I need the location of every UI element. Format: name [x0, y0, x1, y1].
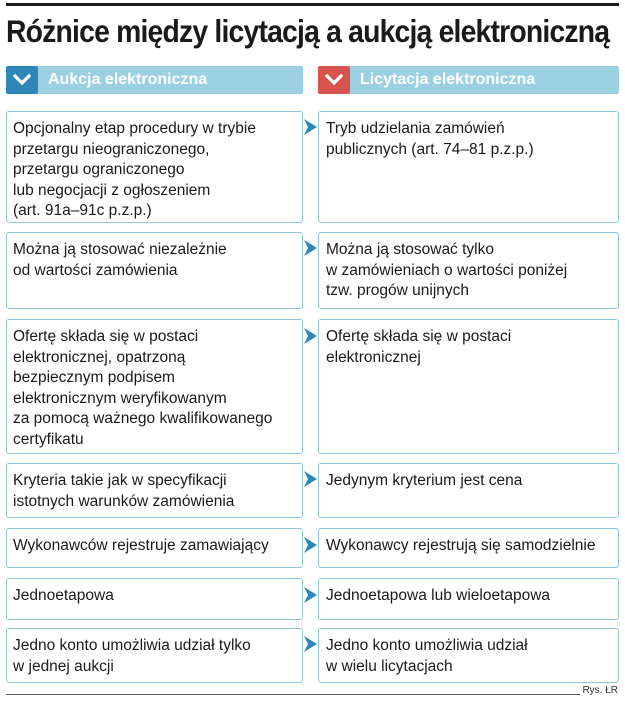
column-header-licytacja	[318, 66, 619, 94]
left-cell-row-5: Wykonawców rejestruje zamawiający	[6, 528, 303, 568]
column-header-label: Aukcja elektroniczna	[48, 71, 208, 88]
right-cell-row-7: Jedno konto umożliwia udział w wielu licytacjach	[318, 628, 619, 683]
top-rule	[6, 3, 619, 6]
left-chevron-badge	[6, 66, 38, 94]
left-cell-row-4: Kryteria takie jak w specyfikacji istotnych warunków zamówienia	[6, 463, 303, 518]
right-cell-row-1: Tryb udzielania zamówień publicznych (art. 74–81 p.z.p.)	[318, 111, 619, 223]
credit: Rys. ŁR	[582, 685, 618, 696]
left-cell-row-3: Ofertę składa się w postaci elektronicznej, opatrzoną bezpiecznym podpisem elektronicznym weryfikowanym za pomocą ważnego kwalifikowanego certyfikatu	[6, 319, 303, 454]
left-cell-row-1: Opcjonalny etap procedury w trybie przetargu nieograniczonego, przetargu ograniczonego lub negocjacji z ogłoszeniem (art. 91a–91c p.z.p.)	[6, 111, 303, 223]
bottom-rule	[6, 694, 580, 695]
chevron-down-icon	[325, 74, 343, 86]
page-title: Różnice między licytacją a aukcją elektroniczną	[6, 13, 610, 49]
column-header-aukcja	[6, 66, 303, 94]
left-cell-row-6: Jednoetapowa	[6, 578, 303, 620]
right-cell-row-6: Jednoetapowa lub wieloetapowa	[318, 578, 619, 620]
right-cell-row-4: Jedynym kryterium jest cena	[318, 463, 619, 518]
right-chevron-badge	[318, 66, 350, 94]
column-header-label: Licytacja elektroniczna	[360, 71, 536, 88]
right-cell-row-5: Wykonawcy rejestrują się samodzielnie	[318, 528, 619, 568]
left-cell-row-7: Jedno konto umożliwia udział tylko w jednej aukcji	[6, 628, 303, 683]
left-cell-row-2: Można ją stosować niezależnie od wartości zamówienia	[6, 232, 303, 309]
right-cell-row-2: Można ją stosować tylko w zamówieniach o wartości poniżej tzw. progów unijnych	[318, 232, 619, 309]
chevron-down-icon	[13, 74, 31, 86]
right-cell-row-3: Ofertę składa się w postaci elektronicznej	[318, 319, 619, 454]
